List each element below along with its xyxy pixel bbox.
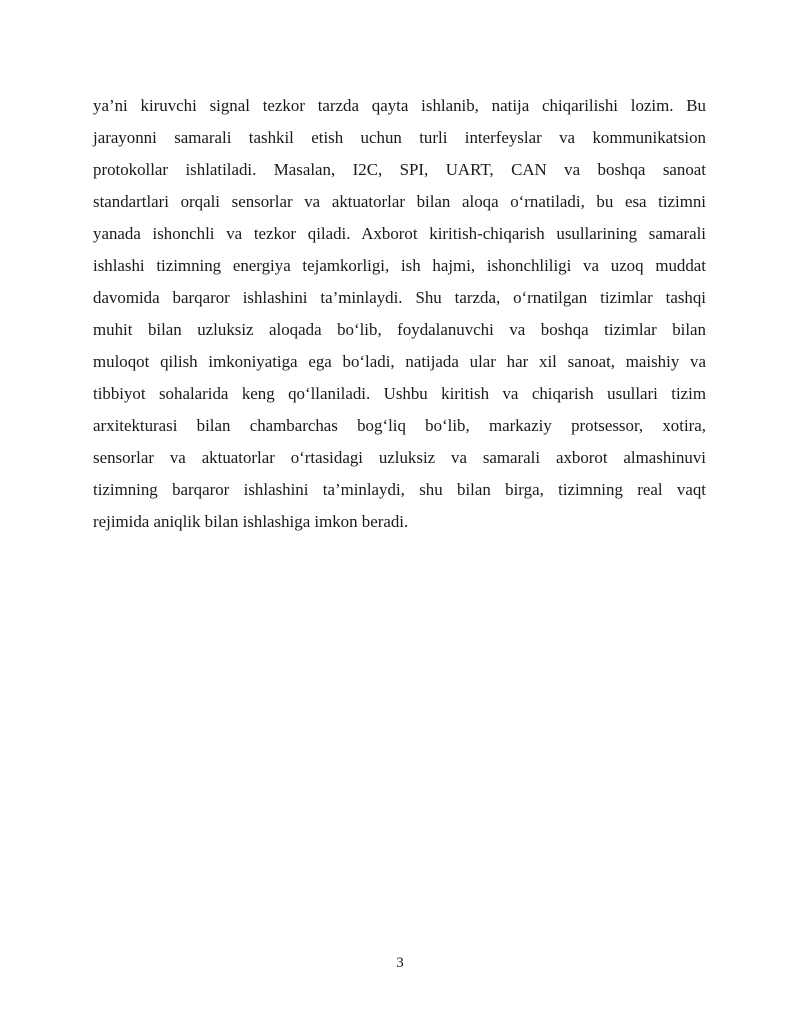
paragraph-line: standartlari orqali sensorlar va aktuatorlar bilan aloqa oʻrnatiladi, bu esa tizimni <box>93 192 706 211</box>
paragraph-line: jarayonni samarali tashkil etish uchun turli interfeyslar va kommunikatsion <box>93 128 706 147</box>
paragraph-line: yanada ishonchli va tezkor qiladi. Axborot kiritish-chiqarish usullarining samarali <box>93 224 706 243</box>
paragraph-line: tibbiyot sohalarida keng qoʻllaniladi. Ushbu kiritish va chiqarish usullari tizim <box>93 384 706 403</box>
paragraph-line: davomida barqaror ishlashini ta’minlaydi. Shu tarzda, oʻrnatilgan tizimlar tashqi <box>93 288 706 307</box>
body-paragraph <box>93 90 706 538</box>
page-number: 3 <box>396 955 404 971</box>
paragraph-line: sensorlar va aktuatorlar oʻrtasidagi uzluksiz va samarali axborot almashinuvi <box>93 448 706 467</box>
paragraph-line: arxitekturasi bilan chambarchas bogʻliq boʻlib, markaziy protsessor, xotira, <box>93 416 706 435</box>
paragraph-line: muloqot qilish imkoniyatiga ega boʻladi, natijada ular har xil sanoat, maishiy va <box>93 352 706 371</box>
paragraph-line: ishlashi tizimning energiya tejamkorligi, ish hajmi, ishonchliligi va uzoq muddat <box>93 256 706 275</box>
paragraph-line: ya’ni kiruvchi signal tezkor tarzda qayta ishlanib, natija chiqarilishi lozim. Bu <box>93 96 706 115</box>
paragraph-line: protokollar ishlatiladi. Masalan, I2C, SPI, UART, CAN va boshqa sanoat <box>93 160 706 179</box>
paragraph-line: tizimning barqaror ishlashini ta’minlaydi, shu bilan birga, tizimning real vaqt <box>93 480 706 499</box>
paragraph-line-last: rejimida aniqlik bilan ishlashiga imkon beradi. <box>93 512 409 531</box>
paragraph-line: muhit bilan uzluksiz aloqada boʻlib, foydalanuvchi va boshqa tizimlar bilan <box>93 320 706 339</box>
